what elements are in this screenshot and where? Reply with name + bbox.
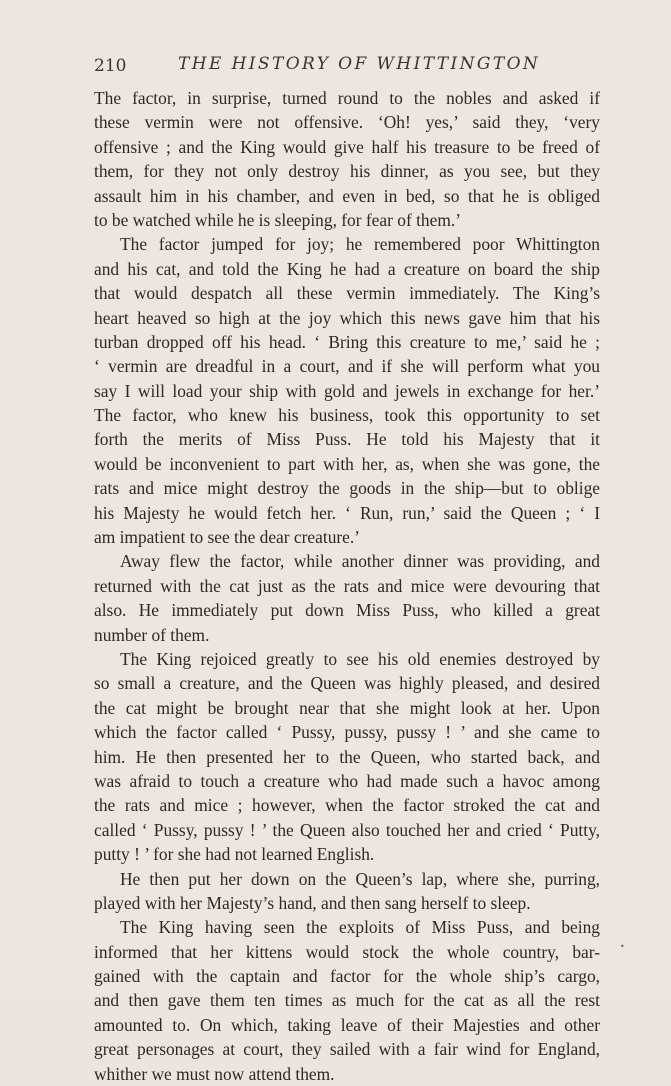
text-line: to be watched while he is sleeping, for fear of them.’ [94,209,462,230]
text-line: these vermin were not offensive. ‘Oh! yes,’ said they, ‘very [94,112,600,133]
paragraph [94,867,600,916]
text-line: so small a creature, and the Queen was highly pleased, and desired [94,673,600,694]
text-line: whither we must now attend them. [94,1063,335,1084]
text-line: He then put her down on the Queen’s lap, where she, purring, [120,868,600,889]
ornament-mark: • [620,942,625,951]
paragraph [94,86,600,232]
text-line: informed that her kittens would stock the whole country, bar- [94,941,600,962]
running-title: THE HISTORY OF WHITTINGTON [178,54,541,74]
paragraph [94,549,600,647]
paragraph [94,647,600,867]
text-line: forth the merits of Miss Puss. He told his Majesty that it [94,429,600,450]
text-line: him. He then presented her to the Queen, who started back, and [94,746,600,767]
text-line: the cat might be brought near that she might look at her. Upon [94,697,600,718]
text-line: say I will load your ship with gold and jewels in exchange for her.’ [94,380,600,401]
text-line: number of them. [94,624,210,645]
text-line: assault him in his chamber, and even in bed, so that he is obliged [94,185,600,206]
text-line: Away flew the factor, while another dinner was providing, and [120,551,600,572]
text-line: would be inconvenient to part with her, as, when she was gone, the [94,453,600,474]
text-line: and his cat, and told the King he had a creature on board the ship [94,258,600,279]
text-line: amounted to. On which, taking leave of their Majesties and other [94,1014,600,1035]
text-line: called ‘ Pussy, pussy ! ’ the Queen also touched her and cried ‘ Putty, [94,819,600,840]
text-line: heart heaved so high at the joy which this news gave him that his [94,307,600,328]
text-line: gained with the captain and factor for the whole ship’s cargo, [94,966,600,987]
text-line: that would despatch all these vermin immediately. The King’s [94,283,600,304]
page-header [94,48,564,82]
text-line: returned with the cat just as the rats and mice were devouring that [94,575,600,596]
text-line: putty ! ’ for she had not learned English. [94,844,375,865]
text-line: and then gave them ten times as much for the cat as all the rest [94,990,600,1011]
paragraph [94,232,600,549]
text-line: which the factor called ‘ Pussy, pussy, pussy ! ’ and she came to [94,722,600,743]
text-line: played with her Majesty’s hand, and then sang herself to sleep. [94,892,531,913]
page-number: 210 [94,56,127,76]
text-line: was afraid to touch a creature who had made such a havoc among [94,770,600,791]
text-line: The factor, in surprise, turned round to the nobles and asked if [94,88,600,108]
text-line: The King having seen the exploits of Miss Puss, and being [120,917,600,938]
body-text [94,86,600,1086]
text-line: The King rejoiced greatly to see his old enemies destroyed by [120,648,600,669]
text-line: them, for they not only destroy his dinner, as you see, but they [94,161,600,182]
text-line: am impatient to see the dear creature.’ [94,527,361,548]
text-line: also. He immediately put down Miss Puss, who killed a great [94,600,600,621]
text-line: his Majesty he would fetch her. ‘ Run, run,’ said the Queen ; ‘ I [94,502,600,523]
paragraph [94,915,600,1086]
text-line: ‘ vermin are dreadful in a court, and if she will perform what you [94,356,600,377]
text-line: The factor, who knew his business, took this opportunity to set [94,405,600,426]
text-line: rats and mice might destroy the goods in the ship—but to oblige [94,478,600,499]
text-line: turban dropped off his head. ‘ Bring this creature to me,’ said he ; [94,331,600,352]
text-line: great personages at court, they sailed with a fair wind for England, [94,1039,600,1060]
text-line: the rats and mice ; however, when the factor stroked the cat and [94,795,600,816]
text-line: The factor jumped for joy; he remembered poor Whittington [120,234,600,255]
text-line: offensive ; and the King would give half his treasure to be freed of [94,136,600,157]
